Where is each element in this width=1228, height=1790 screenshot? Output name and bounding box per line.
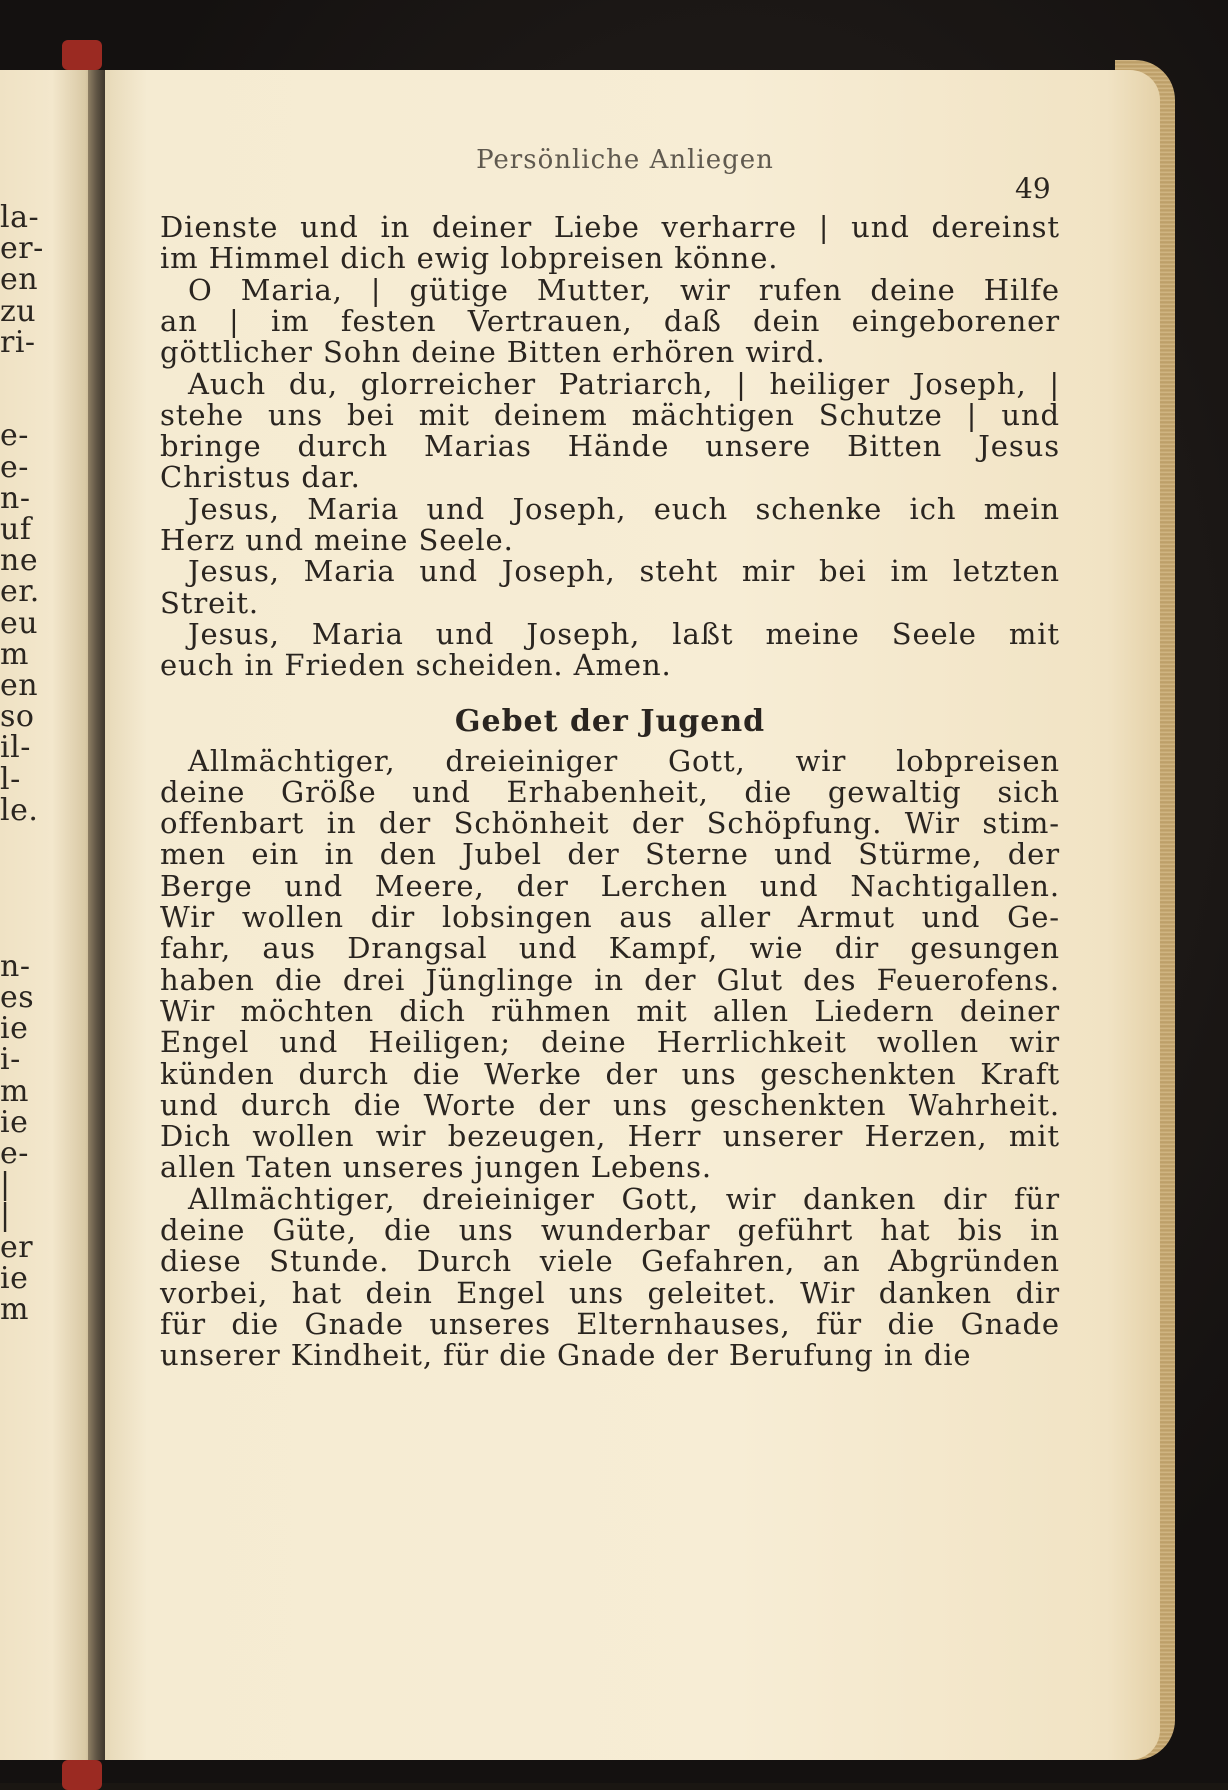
text-line: diese Stunde. Durch viele Gefahren, an Abgründen	[160, 1244, 1060, 1279]
section-heading: Gebet der Jugend	[454, 703, 766, 739]
text-line: Christus dar.	[160, 460, 361, 495]
running-head: Persönliche Anliegen	[476, 145, 774, 175]
left-page-line: e-	[0, 1136, 29, 1171]
left-page-line: uf	[0, 512, 32, 547]
left-page-line: i-	[0, 1042, 21, 1078]
left-page-line: e-	[0, 418, 29, 454]
text-line: an | im festen Vertrauen, daß dein eingeborener	[160, 303, 1060, 338]
text-line: Jesus, Maria und Joseph, laßt meine Seele mit	[188, 616, 1060, 651]
left-page-line: e-	[0, 449, 29, 485]
text-line: unserer Kindheit, für die Gnade der Berufung in die	[160, 1338, 972, 1373]
text-line: allen Taten unseres jungen Lebens.	[160, 1150, 713, 1185]
left-page-line: ie	[0, 1260, 29, 1296]
text-line: O Maria, | gütige Mutter, wir rufen deine Hilfe	[188, 272, 1060, 307]
text-line: fahr, aus Drangsal und Kampf, wie dir gesungen	[160, 931, 1060, 966]
ribbon-bookmark-top	[62, 40, 102, 70]
text-line: Dienste und in deiner Liebe verharre | und dereinst	[160, 210, 1060, 244]
left-page-line: eu	[0, 605, 39, 641]
left-page-line: m	[0, 1292, 29, 1327]
left-page-line: m	[0, 1073, 29, 1109]
text-line: haben die drei Jünglinge in der Glut des Feuerofens.	[160, 962, 1060, 997]
text-line: deine Größe und Erhabenheit, die gewaltig sich	[160, 774, 1060, 809]
left-page-line: en	[0, 262, 39, 298]
text-line: Allmächtiger, dreieiniger Gott, wir lobpreisen	[188, 743, 1060, 778]
left-page-line: en	[0, 668, 39, 703]
text-line: Herz und meine Seele.	[160, 523, 514, 557]
left-page-line: n-	[0, 480, 31, 516]
left-page-line: ne	[0, 543, 39, 579]
text-line: im Himmel dich ewig lobpreisen könne.	[160, 241, 779, 276]
left-page	[0, 70, 95, 1760]
text-line: men ein in den Jubel der Sterne und Stürme, der	[160, 837, 1060, 872]
left-page-line: er.	[0, 574, 40, 610]
left-page-line: il-	[0, 730, 31, 766]
text-line: Allmächtiger, dreieiniger Gott, wir danken dir für	[188, 1181, 1060, 1216]
text-line: Dich wollen wir bezeugen, Herr unserer Herzen, mit	[160, 1119, 1060, 1154]
left-page-line: |	[0, 1167, 11, 1203]
left-page-line: ie	[0, 1104, 29, 1140]
page-number: 49	[1015, 172, 1051, 205]
left-page-line: so	[0, 699, 35, 735]
left-page-line: m	[0, 636, 29, 672]
ribbon-bookmark-bottom	[62, 1760, 102, 1790]
left-page-line: n-	[0, 948, 31, 984]
text-line: für die Gnade unseres Elternhauses, für die Gnade	[160, 1306, 1060, 1341]
text-line: Engel und Heiligen; deine Herrlichkeit wollen wir	[160, 1025, 1060, 1060]
text-line: deine Güte, die uns wunderbar geführt hat bis in	[160, 1213, 1060, 1247]
text-line: bringe durch Marias Hände unsere Bitten Jesus	[160, 429, 1060, 464]
text-line: künden durch die Werke der uns geschenkten Kraft	[160, 1056, 1060, 1091]
text-line: Wir wollen dir lobsingen aus aller Armut und Ge-	[160, 900, 1060, 934]
text-line: offenbart in der Schönheit der Schöpfung. Wir stim-	[160, 806, 1060, 841]
left-page-line: |	[0, 1198, 11, 1234]
left-page-line: l-	[0, 761, 21, 797]
text-line: Jesus, Maria und Joseph, steht mir bei im letzten	[188, 554, 1060, 589]
text-line: stehe uns bei mit deinem mächtigen Schutze | und	[160, 397, 1060, 432]
text-line: Streit.	[160, 585, 259, 620]
text-line: Berge und Meere, der Lerchen und Nachtigallen.	[160, 868, 1060, 903]
text-line: vorbei, hat dein Engel uns geleitet. Wir danken dir	[160, 1275, 1060, 1310]
left-page-line: er-	[0, 231, 44, 267]
text-line: Jesus, Maria und Joseph, euch schenke ich mein	[188, 491, 1060, 526]
left-page-line: er	[0, 1229, 34, 1265]
left-page-line: ie	[0, 1011, 29, 1047]
left-page-line: es	[0, 980, 35, 1015]
left-page-line: le.	[0, 792, 39, 828]
text-line: Wir möchten dich rühmen mit allen Liedern deiner	[160, 993, 1060, 1028]
left-page-line: la-	[0, 200, 40, 235]
left-page-line: zu	[0, 293, 37, 329]
text-line: und durch die Worte der uns geschenkten Wahrheit.	[160, 1087, 1060, 1122]
text-line: Auch du, glorreicher Patriarch, | heiliger Joseph, |	[188, 366, 1060, 401]
text-line: euch in Frieden scheiden. Amen.	[160, 648, 672, 683]
text-line: göttlicher Sohn deine Bitten erhören wird.	[160, 335, 826, 370]
left-page-line: ri-	[0, 324, 36, 360]
